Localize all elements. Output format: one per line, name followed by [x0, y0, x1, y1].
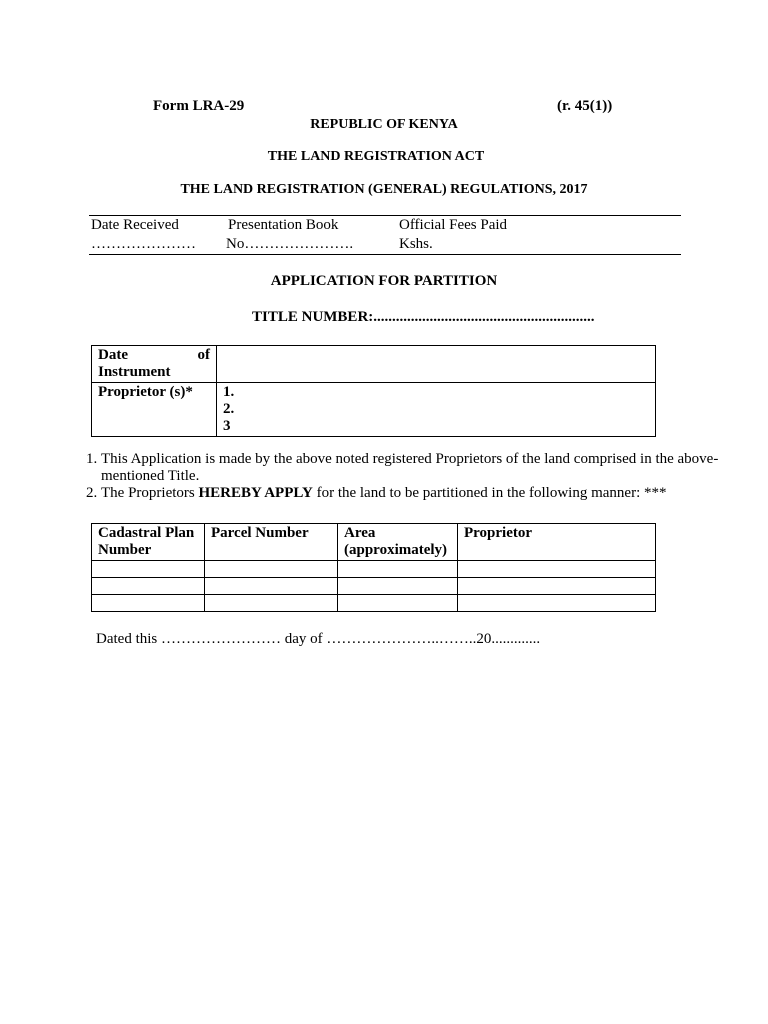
date-word: Date: [98, 347, 128, 363]
table-cell: [92, 595, 205, 612]
clause-1: 1. This Application is made by the above noted registered Proprietors of the land comprised in the above-mentioned Title.: [101, 451, 721, 485]
presentation-book-number: No………………….: [226, 236, 354, 252]
registry-bottom-rule: [89, 254, 681, 255]
proprietor-list: [217, 383, 656, 437]
clause-2: [101, 485, 721, 502]
proprietor-number-3: 3: [223, 418, 231, 434]
table-row: [92, 346, 656, 383]
clause-2-end: for the land to be partitioned in the following manner: ***: [312, 485, 667, 501]
date-received-label: Date Received: [91, 217, 179, 233]
date-of-instrument-value: [217, 346, 656, 383]
table-cell: [205, 561, 338, 578]
proprietor-number-1: 1.: [223, 384, 235, 400]
act-heading: THE LAND REGISTRATION ACT: [267, 149, 485, 164]
instrument-table: [91, 345, 656, 437]
partition-table: [91, 523, 656, 612]
date-of-instrument-label: [92, 346, 217, 383]
table-cell: [92, 578, 205, 595]
table-cell: [338, 561, 458, 578]
republic-heading: REPUBLIC OF KENYA: [310, 117, 458, 132]
application-title: APPLICATION FOR PARTITION: [270, 273, 498, 289]
header-cadastral-plan-number: Cadastral Plan Number: [92, 524, 205, 561]
instrument-word: Instrument: [98, 364, 171, 380]
proprietor-number-2: 2.: [223, 401, 235, 417]
official-fees-value: Kshs.: [399, 236, 433, 252]
date-received-dots: …………………: [91, 236, 196, 252]
table-cell: [205, 595, 338, 612]
header-parcel-number: Parcel Number: [205, 524, 338, 561]
table-cell: [458, 578, 656, 595]
official-fees-label: Official Fees Paid: [399, 217, 508, 233]
table-cell: [205, 578, 338, 595]
regulations-heading: THE LAND REGISTRATION (GENERAL) REGULATIONS, 2017: [180, 182, 588, 197]
header-area: Area (approximately): [338, 524, 458, 561]
title-number-line: TITLE NUMBER:...........................................................: [252, 309, 595, 325]
proprietor-label: Proprietor (s)*: [92, 383, 217, 437]
table-cell: [92, 561, 205, 578]
presentation-book-label: Presentation Book: [228, 217, 339, 233]
of-word: of: [197, 347, 210, 363]
header-proprietor: Proprietor: [458, 524, 656, 561]
table-header-row: [92, 524, 656, 561]
table-row: [92, 383, 656, 437]
clause-2-start: The Proprietors: [101, 485, 199, 501]
table-cell: [338, 595, 458, 612]
table-cell: [458, 561, 656, 578]
rule-reference: (r. 45(1)): [557, 98, 613, 114]
clause-list: [69, 451, 721, 502]
form-number: Form LRA-29: [153, 98, 245, 114]
table-row: [92, 561, 656, 578]
registry-top-rule: [89, 215, 681, 216]
table-cell: [338, 578, 458, 595]
table-row: [92, 578, 656, 595]
table-cell: [458, 595, 656, 612]
dated-line: Dated this …………………… day of …………………..……..20.............: [96, 631, 541, 647]
table-row: [92, 595, 656, 612]
clause-2-bold: HEREBY APPLY: [198, 485, 313, 501]
